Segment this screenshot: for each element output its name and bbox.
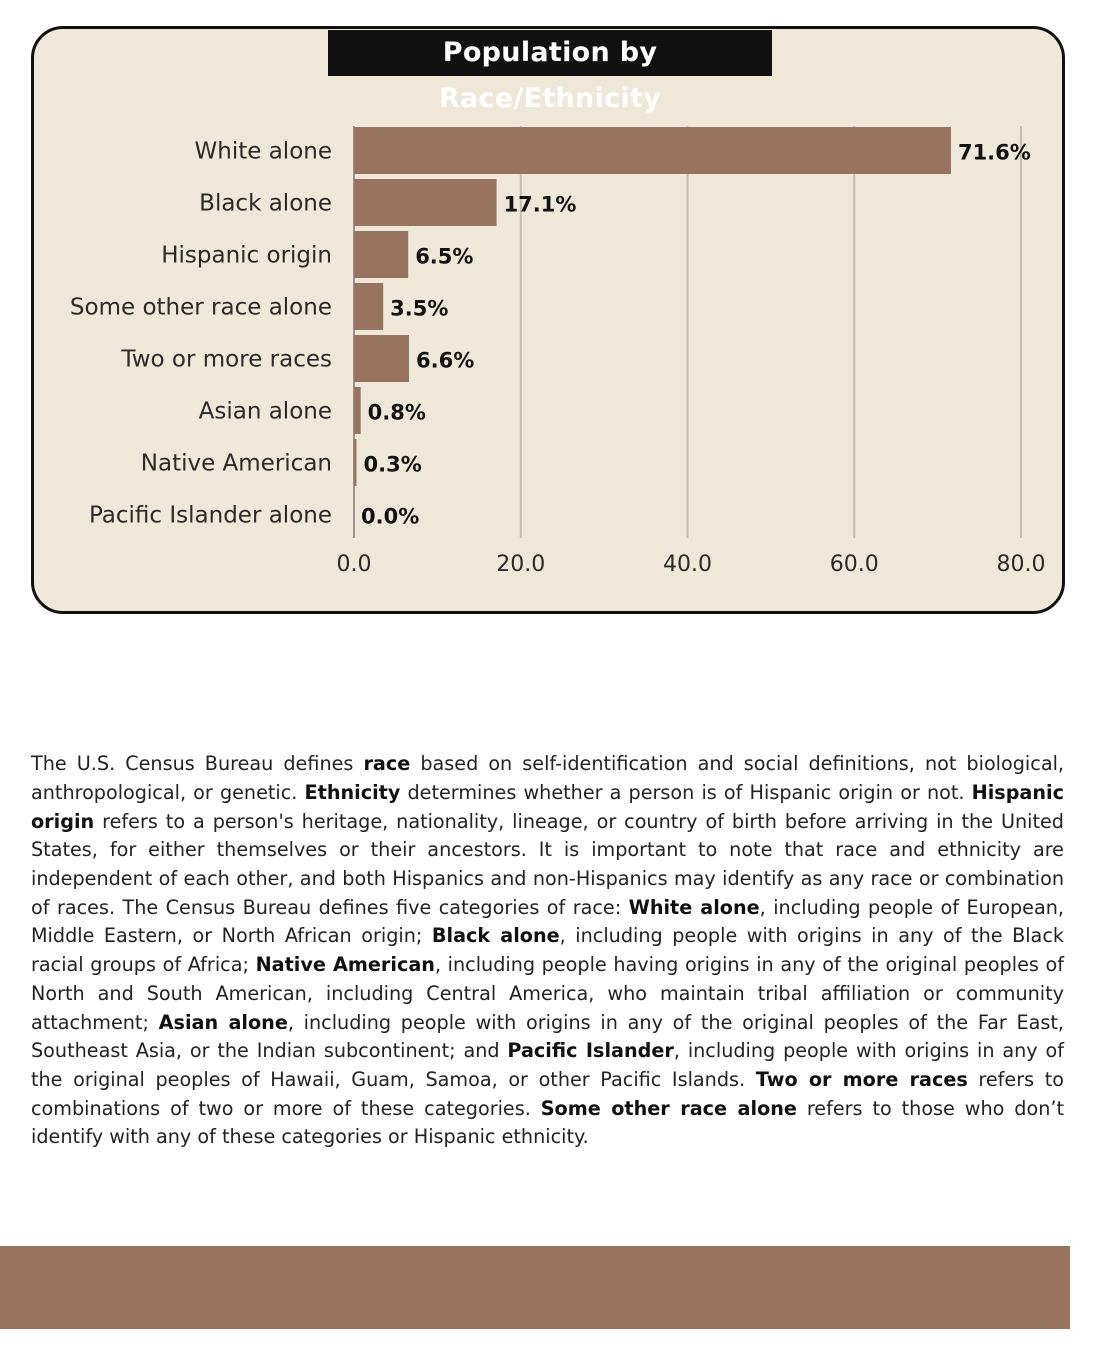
category-label: Black alone	[199, 190, 332, 217]
text-run: refers to a person's heritage, nationality, lineage, or country of birth before arriving in the United States, for either themselves or their ancestors. It is important to note that race and ethnicity are independent of each other, and both Hispanics and non-Hispanics may identify as any race or combination of races. The Census Bureau defines five categories of race:	[31, 809, 1064, 919]
x-tick-label: 40.0	[663, 552, 712, 577]
value-label: 0.3%	[363, 452, 422, 477]
value-label: 17.1%	[503, 192, 577, 217]
bold-term: Black alone	[431, 924, 560, 948]
x-tick-label: 80.0	[996, 552, 1046, 577]
x-tick-label: 20.0	[496, 552, 546, 577]
chart-title: Population by Race/Ethnicity	[328, 30, 772, 76]
value-label: 6.5%	[415, 244, 474, 269]
text-run: based on self-identification and social definitions, not biological, anthropological, or genetic.	[31, 752, 1065, 804]
text-run: The U.S. Census Bureau defines	[31, 752, 364, 776]
value-label: 3.5%	[390, 296, 449, 321]
value-label: 71.6%	[957, 140, 1031, 165]
category-label: Pacific Islander alone	[88, 502, 332, 529]
value-label: 0.8%	[367, 400, 426, 425]
category-label: Two or more races	[121, 346, 332, 373]
category-label: White alone	[194, 138, 332, 165]
bold-term: Native American	[255, 953, 435, 977]
text-run: refers to combinations of two or more of these categories.	[31, 1067, 1064, 1120]
bar	[354, 283, 383, 330]
category-label: Some other race alone	[69, 294, 332, 321]
footer-bar	[0, 1246, 1070, 1329]
bar	[354, 179, 497, 226]
bar	[354, 335, 409, 382]
bold-term: Hispanic origin	[31, 780, 1064, 833]
text-run: , including people with origins in any of the original peoples of the Far East, Southeast Asia, or the Indian subcontinent; and	[31, 1010, 1065, 1063]
category-label: Hispanic origin	[161, 242, 332, 269]
bold-term: Two or more races	[755, 1067, 968, 1091]
bold-term: Some other race alone	[540, 1096, 797, 1120]
bar	[354, 127, 951, 174]
text-run: , including people of European, Middle Eastern, or North African origin;	[31, 895, 1064, 948]
bold-term: White alone	[628, 895, 760, 919]
category-label: Asian alone	[198, 398, 332, 425]
x-tick-label: 0.0	[336, 552, 372, 577]
value-label: 0.0%	[361, 504, 420, 529]
x-tick-label: 60.0	[829, 552, 879, 577]
bold-term: Asian alone	[158, 1010, 288, 1034]
bar	[354, 439, 357, 486]
text-run: refers to those who don’t identify with any of these categories or Hispanic ethnicity.	[31, 1096, 1064, 1149]
description-paragraph	[31, 750, 1064, 1152]
category-label: Native American	[140, 450, 332, 477]
bar	[354, 231, 408, 278]
bold-term: race	[363, 752, 411, 776]
text-run: determines whether a person is of Hispanic origin or not.	[400, 780, 972, 804]
text-run: , including people with origins in any of the original peoples of Hawaii, Guam, Samoa, or other Pacific Islands.	[31, 1039, 1064, 1091]
text-run: , including people with origins in any of the Black racial groups of Africa;	[31, 924, 1064, 977]
bold-term: Pacific Islander	[507, 1039, 674, 1063]
bar	[354, 387, 361, 434]
value-label: 6.6%	[416, 348, 475, 373]
text-run: , including people having origins in any of the original peoples of North and South American, including Central America, who maintain tribal affiliation or community attachment;	[31, 953, 1064, 1034]
bold-term: Ethnicity	[304, 780, 401, 804]
